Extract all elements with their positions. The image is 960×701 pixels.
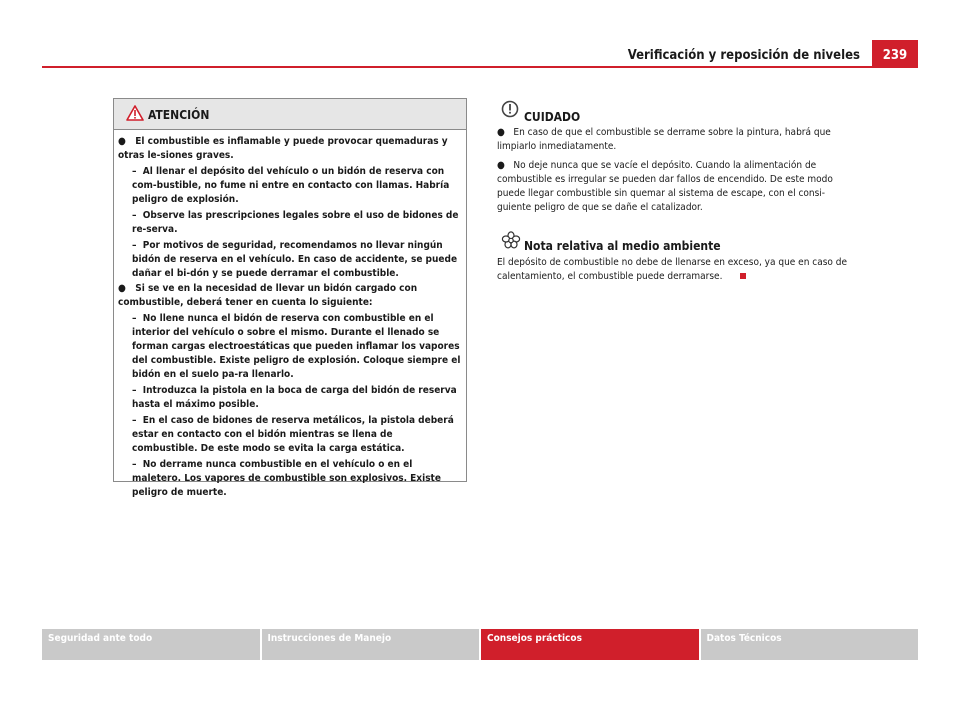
caution-header (497, 98, 849, 124)
footer-tab-seguridad[interactable]: Seguridad ante todo (42, 629, 260, 660)
warning-item: – No llene nunca el bidón de reserva con combustible en el interior del vehículo o sobre el mismo. Durante el llenado se forman cargas electroestáticas que pueden inflamar los vapores del combustible. Existe peligro de explosión. Coloque siempre el bidón en el suelo pa-ra llenarlo. (132, 313, 461, 380)
footer-nav (42, 629, 918, 660)
section-end-marker (740, 273, 746, 279)
caution-title: CUIDADO (524, 110, 581, 124)
page-number: 239 (872, 40, 918, 68)
warning-body (114, 130, 466, 500)
footer-tab-datos[interactable]: Datos Técnicos (701, 629, 919, 660)
warning-item: – Al llenar el depósito del vehículo o un bidón de reserva con com-bustible, no fume ni entre en contacto con llamas. Habría peligro de explosión. (132, 166, 450, 205)
notes-column (497, 98, 849, 284)
page-header-title: Verificación y reposición de niveles (627, 48, 860, 63)
warning-item: ● Si se ve en la necesidad de llevar un bidón cargado con combustible, deberá tener en cuenta lo siguiente: (118, 283, 418, 308)
caution-item: ● No deje nunca que se vacíe el depósito. Cuando la alimentación de combustible es irregular se pueden dar fallos de encendido. De este modo puede llegar combustible sin quemar al sistema de escape, con el consi-guiente peligro de que se dañe el catalizador. (497, 160, 833, 213)
environment-title: Nota relativa al medio ambiente (524, 239, 721, 253)
warning-header (114, 99, 466, 130)
footer-tab-consejos[interactable]: Consejos prácticos (481, 629, 699, 660)
warning-box (113, 98, 467, 498)
header-rule (42, 66, 872, 68)
warning-item: – Por motivos de seguridad, recomendamos no llevar ningún bidón de reserva en el vehículo. En caso de accidente, se puede dañar el bi-dón y se puede derramar el combustible. (132, 240, 458, 279)
warning-item: – Introduzca la pistola en la boca de carga del bidón de reserva hasta el máximo posible. (132, 385, 457, 410)
warning-item: – Observe las prescripciones legales sobre el uso de bidones de re-serva. (132, 210, 459, 235)
warning-title: ATENCIÓN (148, 108, 210, 122)
warning-item: – En el caso de bidones de reserva metálicos, la pistola deberá estar en contacto con el bidón mientras se llena de combustible. De este modo se evita la carga estática. (132, 415, 454, 454)
warning-item: – No derrame nunca combustible en el vehículo o en el maletero. Los vapores de combustible son explosivos. Existe peligro de muerte. (132, 459, 441, 498)
footer-tab-instrucciones[interactable]: Instrucciones de Manejo (262, 629, 480, 660)
environment-header (497, 227, 849, 253)
caution-item: ● En caso de que el combustible se derrame sobre la pintura, habrá que limpiarlo inmediatamente. (497, 127, 831, 152)
exclamation-circle-icon (501, 100, 519, 123)
warning-triangle-icon (126, 105, 144, 125)
environment-text: El depósito de combustible no debe de llenarse en exceso, ya que en caso de calentamiento, el combustible puede derramarse. (497, 257, 848, 282)
flower-icon (501, 231, 521, 254)
warning-item: ● El combustible es inflamable y puede provocar quemaduras y otras le-siones graves. (118, 136, 448, 161)
